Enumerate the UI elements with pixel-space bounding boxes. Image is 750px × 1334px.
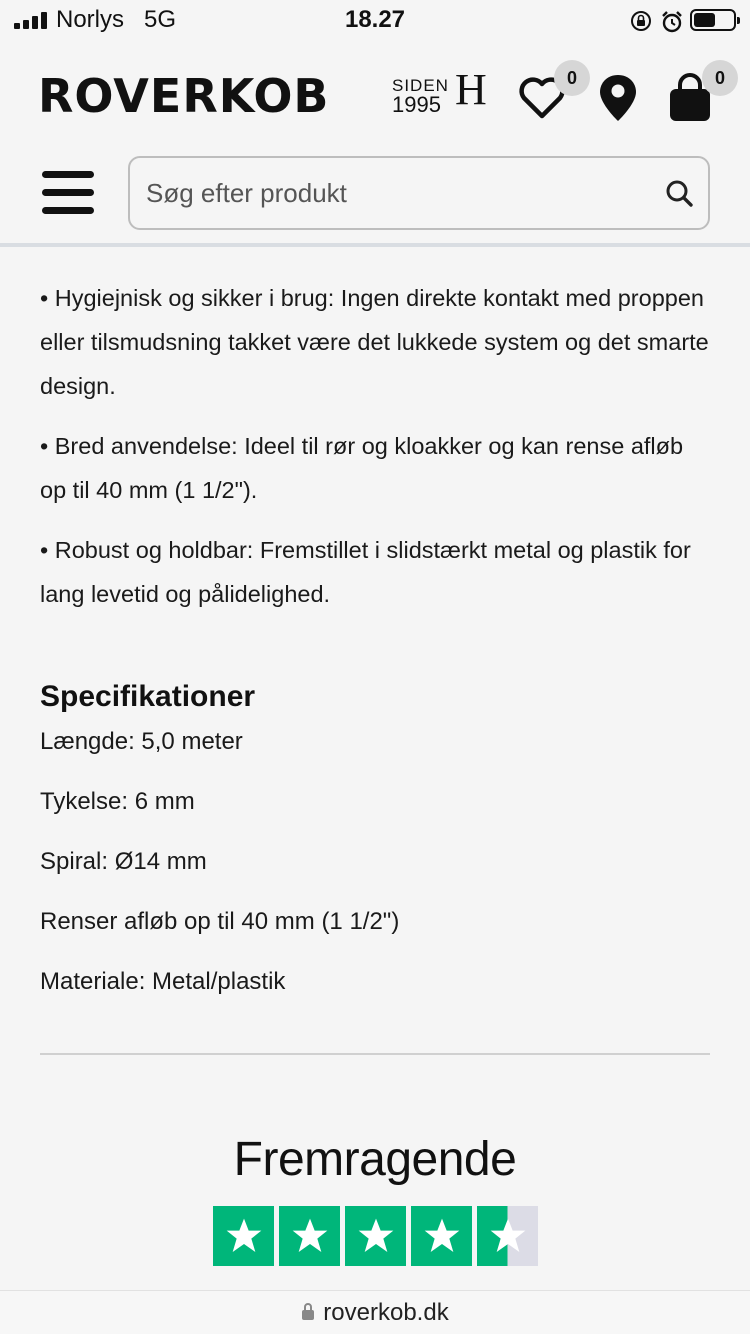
- spec-item: Spiral: Ø14 mm: [40, 848, 207, 875]
- star-icon: [477, 1206, 538, 1266]
- feature-bullet: • Robust og holdbar: Fremstillet i slidstærkt metal og plastik for lang levetid og pålidelighed.: [40, 537, 691, 607]
- battery-icon: [690, 9, 736, 31]
- clock: 18.27: [344, 6, 406, 33]
- feature-bullet: • Hygiejnisk og sikker i brug: Ingen direkte kontakt med proppen eller tilsmudsning takket være det lukkede system og det smarte design.: [40, 285, 709, 399]
- rating-label: Fremragende: [233, 1133, 517, 1186]
- header-divider: [0, 243, 750, 247]
- battery-level: [694, 13, 715, 27]
- star-icon: [279, 1206, 340, 1266]
- since-year: 1995: [392, 92, 441, 117]
- section-divider: [40, 1053, 710, 1055]
- specifications-heading: Specifikationer: [40, 680, 256, 713]
- specifications-list: [40, 722, 399, 1022]
- cart-button[interactable]: [660, 67, 725, 130]
- feature-bullet: • Bred anvendelse: Ideel til rør og kloakker og kan rense afløb op til 40 mm (1 1/2").: [40, 433, 684, 503]
- search-box: [128, 156, 710, 230]
- lock-icon: [301, 1299, 315, 1327]
- h-mark-logo: H: [455, 65, 487, 114]
- alarm-icon: [660, 10, 684, 39]
- spec-item: Materiale: Metal/plastik: [40, 968, 286, 995]
- search-input[interactable]: [146, 158, 646, 228]
- cart-count-badge: 0: [702, 60, 738, 96]
- star-icon: [345, 1206, 406, 1266]
- carrier-name: Norlys: [56, 6, 125, 33]
- wishlist-count-badge: 0: [554, 60, 590, 96]
- store-locator-button[interactable]: [588, 70, 648, 130]
- spec-item: Tykelse: 6 mm: [40, 788, 195, 815]
- star-icon: [213, 1206, 274, 1266]
- url-domain: roverkob.dk: [323, 1298, 449, 1326]
- trustpilot-stars[interactable]: [213, 1206, 538, 1266]
- spec-item: Renser afløb op til 40 mm (1 1/2"): [40, 908, 400, 935]
- since-badge: [392, 76, 449, 117]
- search-icon[interactable]: [664, 178, 694, 213]
- status-bar: [0, 0, 750, 42]
- rotation-lock-icon: [630, 10, 652, 37]
- since-label: SIDEN: [392, 76, 449, 95]
- wishlist-button[interactable]: [512, 67, 577, 130]
- site-header: [0, 42, 750, 248]
- network-type: 5G: [144, 6, 177, 33]
- product-description: [40, 270, 715, 995]
- site-logo[interactable]: ROVERKOB: [38, 69, 330, 123]
- star-icon: [411, 1206, 472, 1266]
- browser-url-bar[interactable]: [0, 1290, 750, 1334]
- feature-list: [40, 276, 715, 616]
- menu-button[interactable]: [40, 168, 96, 218]
- spec-item: Længde: 5,0 meter: [40, 728, 243, 755]
- location-pin-icon: [598, 73, 638, 128]
